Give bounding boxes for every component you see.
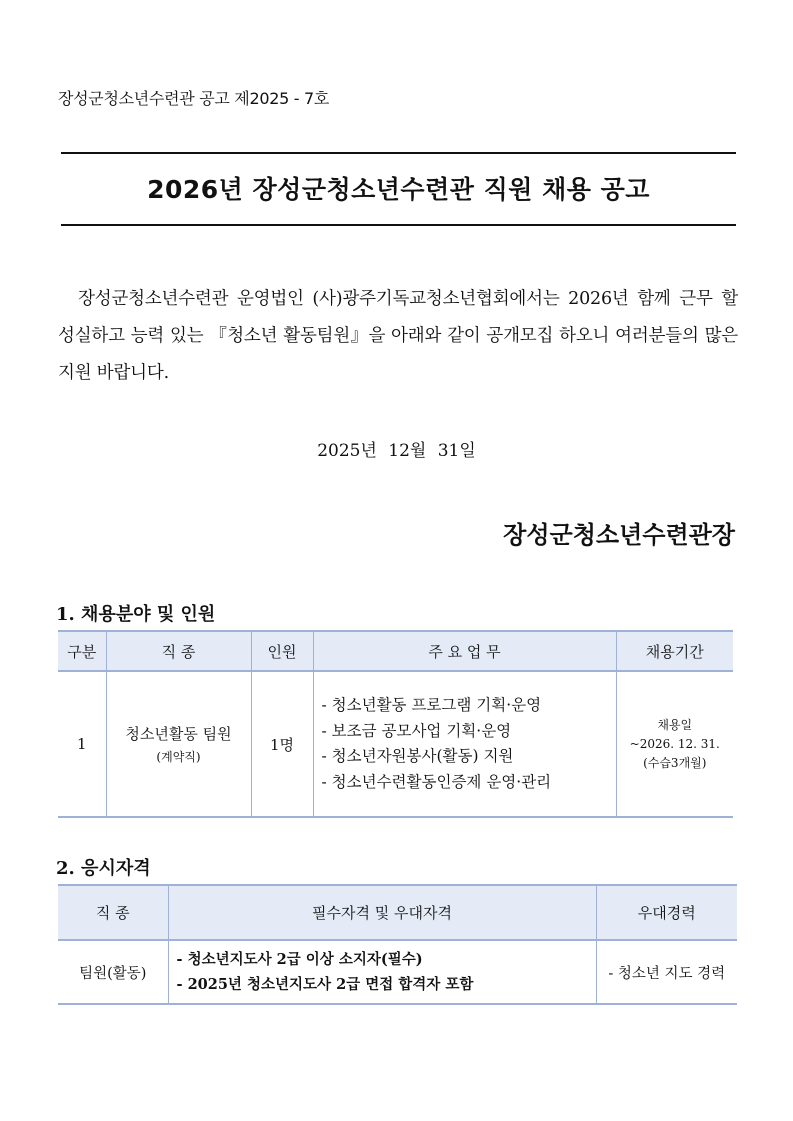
- notice-number: 장성군청소년수련관 공고 제2025 - 7호: [58, 89, 330, 108]
- col-header-period: 채용기간: [616, 631, 733, 671]
- row-no: 1: [58, 671, 106, 817]
- col-header-job: 직 종: [106, 631, 251, 671]
- qual-item: - 청소년지도사 2급 이상 소지자(필수): [176, 951, 423, 968]
- table-header-row: [58, 631, 733, 671]
- qualification-table: [58, 884, 737, 1005]
- job-type: (계약직): [156, 750, 201, 764]
- col-header-no: 구분: [58, 631, 106, 671]
- qual-item: - 2025년 청소년지도사 2급 면접 합격자 포함: [176, 976, 474, 993]
- row-period: [616, 671, 733, 817]
- duty-item: - 청소년수련활동인증제 운영·관리: [321, 772, 552, 791]
- row-duties: [313, 671, 616, 817]
- notice-date: 2025년 12월 31일: [317, 441, 476, 461]
- col-header-count: 인원: [251, 631, 313, 671]
- table-row: [58, 671, 733, 817]
- row-job: 팀원(활동): [58, 940, 168, 1004]
- row-quals: [168, 940, 596, 1004]
- intro-text: 장성군청소년수련관 운영법인 (사)광주기독교청소년협회에서는 2026년 함께 근무 할 성실하고 능력 있는 『청소년 활동팀원』을 아래와 같이 공개모집 하오니 여러분들의 많은 지원 바랍니다.: [58, 289, 738, 383]
- col-header-quals: 필수자격 및 우대자격: [168, 885, 596, 940]
- duty-item: - 청소년활동 프로그램 기획·운영: [321, 696, 542, 714]
- col-header-duties: 주 요 업 무: [313, 631, 616, 671]
- table-header-row: [58, 885, 737, 940]
- period-line: ~2026. 12. 31.: [629, 736, 720, 751]
- col-header-job: 직 종: [58, 885, 168, 940]
- title-bottom-rule: [61, 224, 736, 226]
- row-count: 1명: [251, 671, 313, 817]
- table-row: [58, 940, 737, 1004]
- recruitment-table: [58, 630, 733, 818]
- col-header-career: 우대경력: [596, 885, 737, 940]
- document-title: 2026년 장성군청소년수련관 직원 채용 공고: [147, 175, 650, 204]
- row-job: [106, 671, 251, 817]
- period-line: 채용일: [657, 717, 693, 732]
- signer: 장성군청소년수련관장: [503, 520, 735, 549]
- period-line: (수습3개월): [643, 755, 707, 770]
- job-title: 청소년활동 팀원: [125, 725, 232, 743]
- intro-paragraph: [58, 281, 738, 392]
- duty-item: - 청소년자원봉사(활동) 지원: [321, 747, 514, 765]
- duty-item: - 보조금 공모사업 기획·운영: [321, 721, 512, 740]
- section-1-heading: 1. 채용분야 및 인원: [56, 604, 216, 625]
- section-2-heading: 2. 응시자격: [56, 858, 151, 879]
- title-top-rule: [61, 152, 736, 154]
- row-career: - 청소년 지도 경력: [596, 940, 737, 1004]
